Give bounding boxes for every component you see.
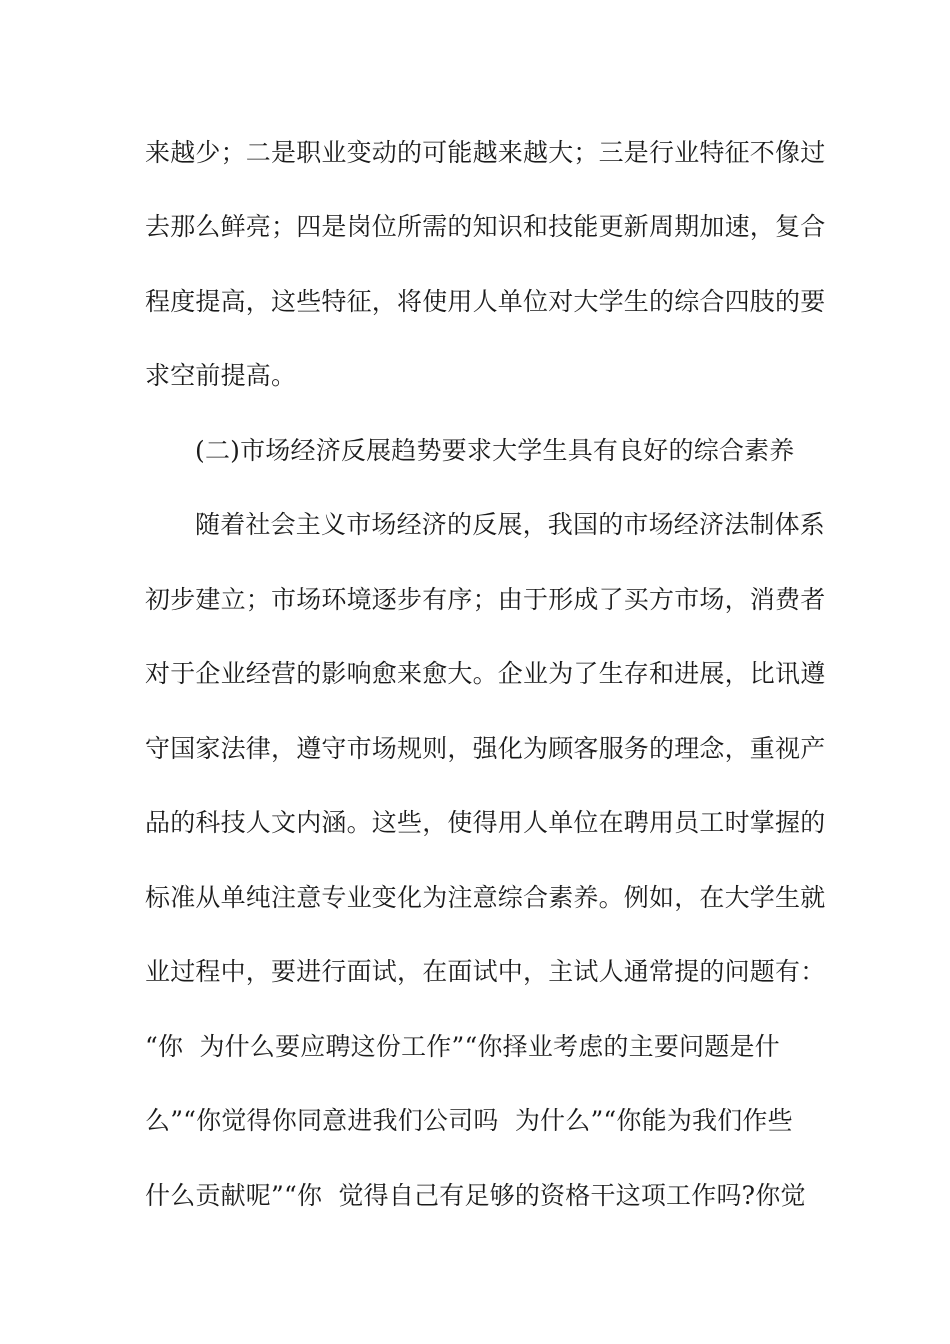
paragraph-line: 品的科技人文内涵。这些，使得用人单位在聘用员工时掌握的 <box>145 808 826 837</box>
paragraph-line: 去那么鲜亮；四是岗位所需的知识和技能更新周期加速，复合 <box>145 212 826 241</box>
paragraph-line: 守国家法律，遵守市场规则，强化为顾客服务的理念，重视产 <box>145 734 826 763</box>
paragraph-line: 对于企业经营的影响愈来愈大。企业为了生存和进展，比讯遵 <box>145 659 826 688</box>
paragraph-line: 初步建立；市场环境逐步有序；由于形成了买方市场，消费者 <box>145 585 826 614</box>
paragraph-line: 来越少；二是职业变动的可能越来越大；三是行业特征不像过 <box>145 138 826 167</box>
paragraph-line: 随着社会主义市场经济的反展，我国的市场经济法制体系 <box>195 510 826 539</box>
paragraph-line: 标准从单纯注意专业变化为注意综合素养。例如，在大学生就 <box>145 883 826 912</box>
paragraph-line: 么”“你觉得你同意进我们公司吗 为什么”“你能为我们作些 <box>145 1106 793 1135</box>
paragraph-line: 程度提高，这些特征，将使用人单位对大学生的综合四肢的要 <box>145 287 826 316</box>
paragraph-line: 什么贡献呢”“你 觉得自己有足够的资格干这项工作吗?你觉 <box>145 1181 806 1210</box>
paragraph-line: “你 为什么要应聘这份工作”“你择业考虑的主要问题是什 <box>145 1032 780 1061</box>
paragraph-line: 业过程中，要进行面试，在面试中，主试人通常提的问题有： <box>145 957 826 986</box>
section-heading: (二)市场经济反展趋势要求大学生具有良好的综合素养 <box>195 436 795 465</box>
paragraph-line: 求空前提高。 <box>145 361 297 390</box>
